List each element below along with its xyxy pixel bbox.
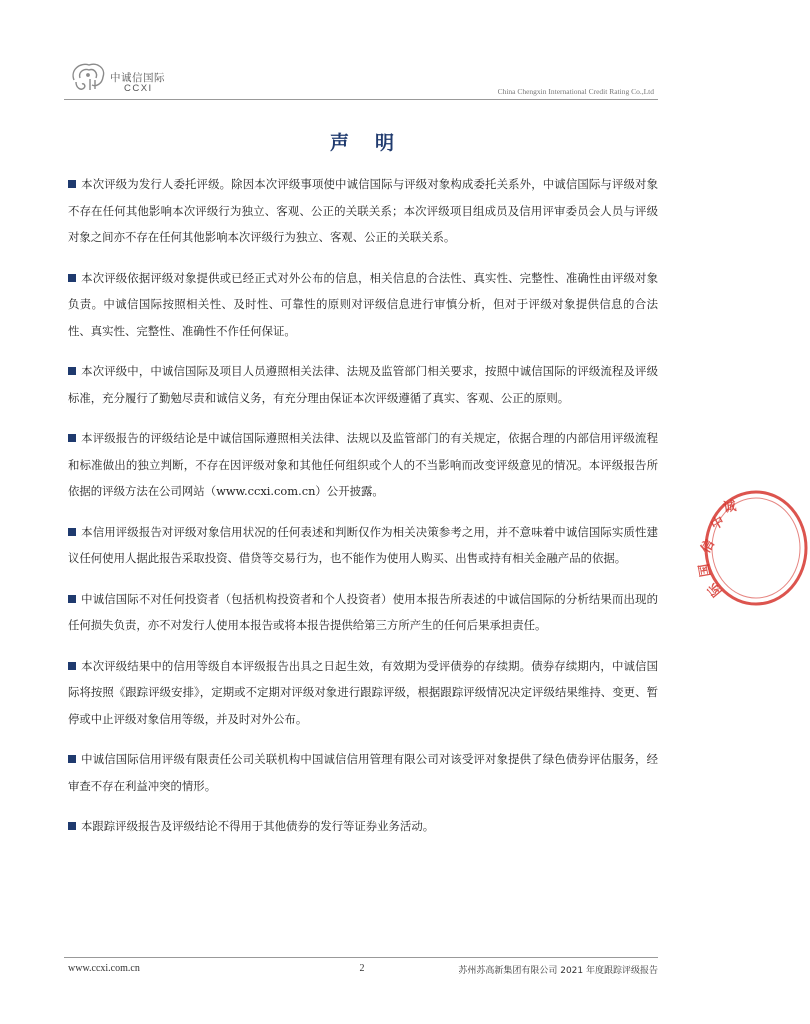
svg-text:国: 国 bbox=[696, 562, 714, 578]
statement-paragraph bbox=[68, 358, 658, 411]
statement-content bbox=[68, 171, 658, 854]
header-divider bbox=[64, 99, 658, 100]
square-bullet-icon bbox=[68, 274, 76, 282]
square-bullet-icon bbox=[68, 595, 76, 603]
logo-english-name: CCXI bbox=[124, 83, 153, 94]
paragraph-text: 本跟踪评级报告及评级结论不得用于其他债券的发行等证券业务活动。 bbox=[81, 819, 435, 833]
statement-paragraph bbox=[68, 746, 658, 799]
footer-divider bbox=[64, 957, 658, 958]
paragraph-text: 中诚信国际不对任何投资者（包括机构投资者和个人投资者）使用本报告所表述的中诚信国际的分析结果而出现的任何损失负责，亦不对发行人使用本报告或将本报告提供给第三方所产生的任何后果承担责任。 bbox=[68, 591, 658, 632]
svg-text:中: 中 bbox=[708, 513, 728, 534]
elephant-logo-icon bbox=[68, 60, 108, 96]
square-bullet-icon bbox=[68, 822, 76, 830]
statement-paragraph bbox=[68, 265, 658, 345]
company-seal-stamp bbox=[696, 488, 810, 608]
square-bullet-icon bbox=[68, 367, 76, 375]
logo-chinese-name: 中诚信国际 bbox=[110, 72, 165, 84]
paragraph-text: 本次评级结果中的信用等级自本评级报告出具之日起生效，有效期为受评债券的存续期。债券存续期内，中诚信国际将按照《跟踪评级安排》，定期或不定期对评级对象进行跟踪评级，根据跟踪评级情况决定评级结果维持、变更、暂停或中止评级对象信用等级，并及时对外公布。 bbox=[68, 658, 658, 726]
footer-report-title: 苏州苏高新集团有限公司 2021 年度跟踪评级报告 bbox=[458, 966, 658, 976]
statement-paragraph bbox=[68, 653, 658, 733]
paragraph-text: 中诚信国际信用评级有限责任公司关联机构中国诚信信用管理有限公司对该受评对象提供了绿色债券评估服务，经审查不存在利益冲突的情形。 bbox=[68, 752, 658, 793]
paragraph-text: 本次评级为发行人委托评级。除因本次评级事项使中诚信国际与评级对象构成委托关系外，中诚信国际与评级对象不存在任何其他影响本次评级行为独立、客观、公正的关联关系；本次评级项目组成员及信用评审委员会人员与评级对象之间亦不存在任何其他影响本次评级行为独立、客观、公正的关联关系。 bbox=[68, 177, 658, 244]
paragraph-text: 本次评级中，中诚信国际及项目人员遵照相关法律、法规及监管部门相关要求，按照中诚信国际的评级流程及评级标准，充分履行了勤勉尽责和诚信义务，有充分理由保证本次评级遵循了真实、客观、公正的原则。 bbox=[68, 364, 658, 405]
statement-paragraph bbox=[68, 813, 658, 840]
paragraph-text: 本评级报告的评级结论是中诚信国际遵照相关法律、法规以及监管部门的有关规定，依据合理的内部信用评级流程和标准做出的独立判断，不存在因评级对象和其他任何组织或个人的不当影响而改变评级意见的情况。本评级报告所依据的评级方法在公司网站（www.ccxi.com.cn）公开披露。 bbox=[68, 431, 658, 498]
svg-text:信: 信 bbox=[698, 537, 718, 556]
statement-paragraph bbox=[68, 519, 658, 572]
svg-text:际: 际 bbox=[705, 579, 726, 600]
footer-website: www.ccxi.com.cn bbox=[68, 963, 140, 974]
square-bullet-icon bbox=[68, 662, 76, 670]
page-number: 2 bbox=[359, 963, 365, 974]
ccxi-logo bbox=[68, 58, 178, 98]
paragraph-text: 本次评级依据评级对象提供或已经正式对外公布的信息，相关信息的合法性、真实性、完整性、准确性由评级对象负责。中诚信国际按照相关性、及时性、可靠性的原则对评级信息进行审慎分析，但对于评级对象提供信息的合法性、真实性、完整性、准确性不作任何保证。 bbox=[68, 270, 658, 338]
square-bullet-icon bbox=[68, 180, 76, 188]
page-header bbox=[68, 58, 658, 100]
statement-paragraph bbox=[68, 171, 658, 251]
header-company-name: China Chengxin International Credit Rating Co.,Ltd bbox=[497, 87, 654, 96]
square-bullet-icon bbox=[68, 528, 76, 536]
svg-text:诚: 诚 bbox=[722, 498, 738, 516]
paragraph-text: 本信用评级报告对评级对象信用状况的任何表述和判断仅作为相关决策参考之用，并不意味着中诚信国际实质性建议任何使用人据此报告采取投资、借贷等交易行为，也不能作为使用人购买、出售或持有相关金融产品的依据。 bbox=[68, 524, 658, 565]
statement-paragraph bbox=[68, 586, 658, 639]
square-bullet-icon bbox=[68, 755, 76, 763]
statement-paragraph bbox=[68, 425, 658, 505]
square-bullet-icon bbox=[68, 434, 76, 442]
page-title: 声明 bbox=[329, 132, 420, 154]
